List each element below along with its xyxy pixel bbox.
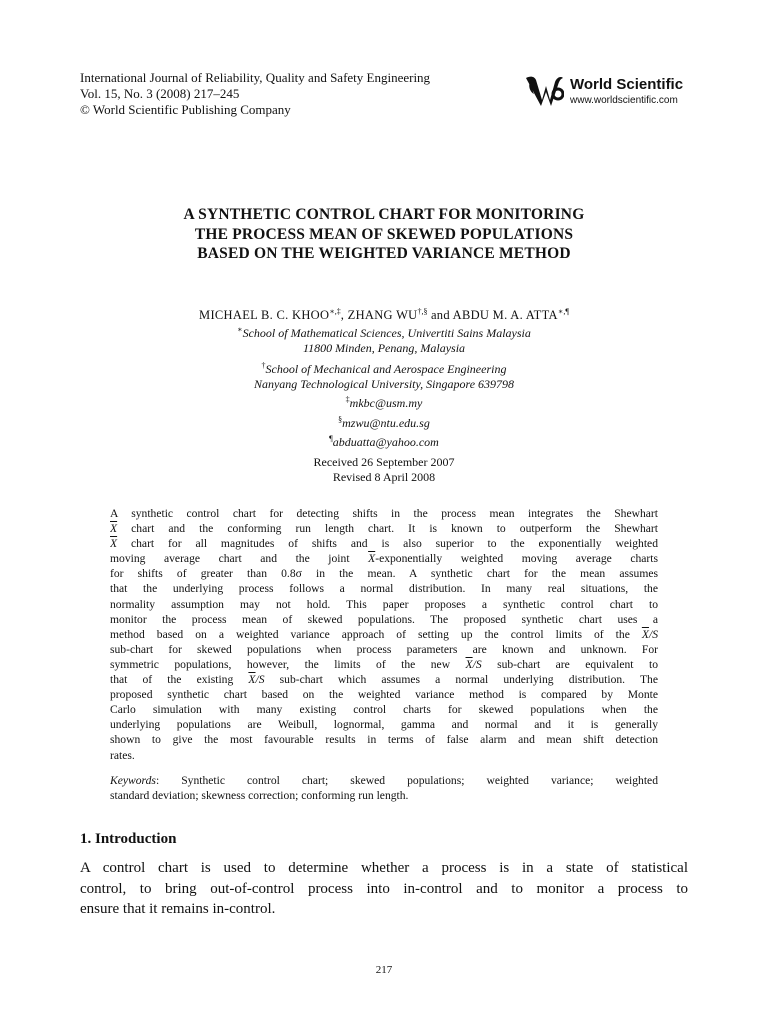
x-bar-symbol: $\overline{X}$ — [110, 537, 118, 551]
affiliation-line: 11800 Minden, Penang, Malaysia — [302, 341, 466, 356]
publisher-logo — [524, 72, 694, 108]
publisher-url: www.worldscientific.com — [570, 95, 678, 106]
x-bar-symbol: $\overline{X}$ — [248, 673, 256, 687]
abstract-line: that the underlying process follows a normal distribution. In many real situations, the — [110, 582, 658, 596]
keywords — [110, 773, 658, 803]
title-line: A SYNTHETIC CONTROL CHART FOR MONITORING — [183, 206, 585, 223]
affiliation-line: School of Mathematical Sciences, Univertiti Sains Malaysia — [242, 326, 531, 340]
abstract-text: sub-chart are equivalent to — [481, 657, 658, 671]
abstract-line — [110, 521, 658, 536]
journal-name: International Journal of Reliability, Quality and Safety Engineering — [80, 70, 431, 85]
page-number: 217 — [375, 964, 393, 976]
introduction-paragraph — [80, 858, 688, 920]
journal-header — [80, 70, 430, 118]
abstract-line — [110, 657, 658, 672]
abstract — [110, 506, 658, 763]
journal-volume: Vol. 15, No. 3 (2008) 217–245 — [80, 86, 240, 101]
abstract-line — [110, 536, 658, 551]
author-name: ZHANG WU — [347, 308, 418, 322]
received-date: Received 26 September 2007 — [313, 455, 455, 469]
email-mark: § — [338, 414, 343, 424]
author-marks: ∗,¶ — [557, 307, 569, 316]
abstract-text: chart and the conforming run length chart. It is known to outperform the Shewhart — [117, 522, 658, 536]
abstract-line: rates. — [110, 748, 135, 762]
affiliation-line: School of Mechanical and Aerospace Engineering — [265, 362, 507, 376]
author-name: MICHAEL B. C. KHOO — [199, 308, 330, 322]
abstract-text: /S — [472, 657, 482, 671]
abstract-line: proposed synthetic chart based on the weighted variance method is compared by Monte — [110, 688, 658, 702]
author-marks: †,§ — [417, 307, 428, 316]
journal-copyright: © World Scientific Publishing Company — [80, 102, 291, 117]
abstract-line — [110, 627, 658, 642]
abstract-text: -exponentially weighted moving average charts — [375, 552, 658, 566]
author-separator: , — [340, 308, 348, 322]
abstract-line: A synthetic control chart for detecting shifts in the process mean integrates the Shewhart — [110, 507, 658, 520]
abstract-line: underlying populations are Weibull, lognormal, gamma and normal and it is generally — [110, 718, 658, 732]
keywords-label: Keywords — [110, 774, 156, 787]
abstract-line: normality assumption may not hold. This paper proposes a synthetic control chart to — [110, 597, 658, 611]
abstract-line: shown to give the most favourable results in terms of false alarm and mean shift detection — [110, 733, 658, 747]
abstract-text: that of the existing — [110, 673, 249, 687]
author-email[interactable]: mkbc@usm.my — [349, 396, 423, 411]
affiliation-2 — [80, 358, 688, 450]
keywords-line: standard deviation; skewness correction; conforming run length. — [110, 789, 409, 803]
abstract-line: Carlo simulation with many existing control charts for skewed populations when the — [110, 703, 658, 717]
intro-line: control, to bring out-of-control process into in-control and to monitor a process to — [80, 880, 688, 897]
author-conjunction: and — [427, 308, 453, 322]
email-mark: ‡ — [345, 395, 350, 405]
title-line: THE PROCESS MEAN OF SKEWED POPULATIONS — [194, 225, 574, 243]
title-line: BASED ON THE WEIGHTED VARIANCE METHOD — [197, 245, 571, 262]
abstract-text: symmetric populations, however, the limits of the new — [110, 657, 466, 671]
abstract-text: /S — [648, 627, 658, 641]
affiliation-1 — [80, 322, 688, 356]
affiliation-mark: ∗ — [237, 325, 243, 334]
intro-line: ensure that it remains in-control. — [80, 901, 276, 917]
abstract-text: sub-chart which assumes a normal underlying distribution. The — [264, 673, 658, 687]
revised-date: Revised 8 April 2008 — [332, 470, 436, 484]
author-name: ABDU M. A. ATTA — [452, 308, 558, 322]
abstract-text: method based on a weighted variance approach of setting up the control limits of the — [110, 627, 642, 641]
abstract-text: /S — [255, 673, 265, 687]
abstract-line: sub-chart for skewed populations when process parameters are known and unknown. For — [110, 642, 658, 656]
abstract-line: for shifts of greater than 0.8σ in the mean. A synthetic chart for the mean assumes — [110, 567, 658, 581]
abstract-text: moving average chart and the joint — [110, 552, 369, 566]
x-bar-symbol: $\overline{X}$ — [641, 627, 649, 641]
keywords-line — [110, 773, 658, 788]
x-bar-symbol: $\overline{X}$ — [368, 552, 376, 566]
x-bar-symbol: $\overline{X}$ — [110, 522, 118, 536]
affiliation-line: Nanyang Technological University, Singapore 639798 — [253, 377, 515, 392]
author-list — [80, 304, 688, 323]
email-mark: ¶ — [329, 433, 333, 443]
author-marks: ∗,‡ — [329, 307, 341, 316]
submission-dates — [80, 455, 688, 485]
abstract-line — [110, 672, 658, 687]
publisher-name: World Scientific — [570, 76, 684, 93]
author-email[interactable]: mzwu@ntu.edu.sg — [342, 415, 430, 430]
abstract-line — [110, 551, 658, 566]
affiliation-mark: † — [261, 361, 266, 370]
abstract-line: monitor the process mean of skewed populations. The proposed synthetic chart uses a — [110, 612, 658, 626]
world-scientific-logo-icon — [524, 72, 564, 108]
abstract-text: chart for all magnitudes of shifts and is also superior to the exponentially weighted — [117, 537, 658, 551]
keywords-text: : Synthetic control chart; skewed populations; weighted variance; weighted — [155, 774, 658, 787]
section-heading: 1. Introduction — [80, 831, 177, 847]
intro-line: A control chart is used to determine whether a process is in a state of statistical — [80, 860, 688, 876]
x-bar-symbol: $\overline{X}$ — [465, 657, 473, 671]
paper-title — [80, 205, 688, 264]
author-email[interactable]: abduatta@yahoo.com — [332, 434, 439, 449]
